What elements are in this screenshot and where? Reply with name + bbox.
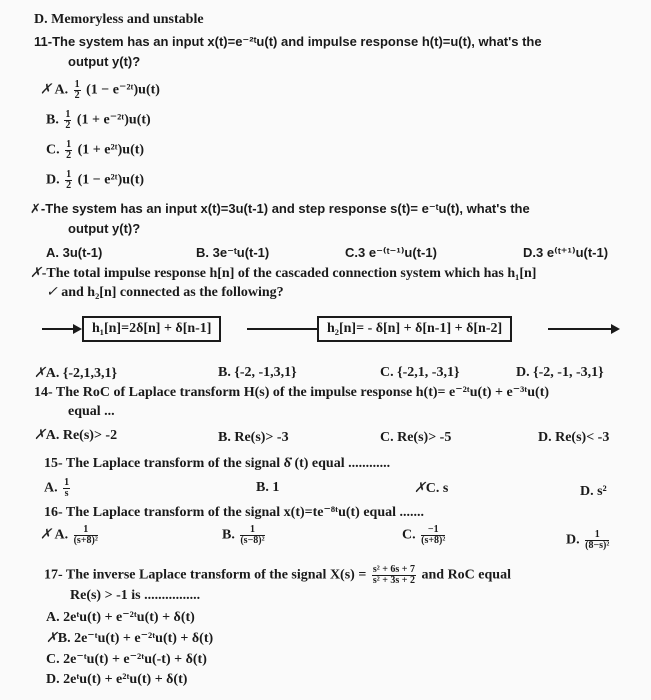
q11-stem: 11-The system has an input x(t)=e⁻²ᵗu(t) and impulse response h(t)=u(t), what's the bbox=[34, 34, 542, 49]
q14-option-a[interactable]: ✗A. Re(s)> -2 bbox=[34, 428, 118, 443]
q15-option-d[interactable]: D. s² bbox=[580, 484, 607, 499]
q11-option-c[interactable] bbox=[46, 140, 144, 161]
q12-stem-text: -The system has an input x(t)=3u(t-1) and step response s(t)= e⁻ᵗu(t), what's the bbox=[40, 201, 530, 216]
fraction: $\frac{1}{\text{(s−8)²}}$ bbox=[240, 524, 265, 546]
q12-option-c[interactable]: C.3 e⁻⁽ᵗ⁻¹⁾u(t-1) bbox=[345, 245, 437, 260]
q14-stem: 14- The RoC of Laplace transform H(s) of the impulse response h(t)= e⁻²ᵗu(t) + e⁻³ᵗu(t) bbox=[34, 385, 550, 400]
q16-stem: 16- The Laplace transform of the signal x(t)=te⁻⁸ᵗu(t) equal ....... bbox=[44, 505, 425, 520]
q17-stem: 17- The inverse Laplace transform of the signal X(s) = $\frac{\text{s² + 6s + 7}}{\text{s² + 3s + 2}}$ and RoC equal bbox=[44, 564, 511, 586]
option-label: C. bbox=[46, 142, 60, 158]
q15-stem: 15- The Laplace transform of the signal δ̇ (t) equal ............ bbox=[44, 456, 391, 471]
q15-option-c[interactable]: ✗C. s bbox=[414, 481, 449, 496]
fraction: $\frac{1}{2}$ bbox=[66, 139, 72, 161]
q16-option-c[interactable]: C. $\frac{-1}{\text{(s+8)²}}$ bbox=[402, 524, 446, 546]
check-mark-icon: ✗ bbox=[30, 266, 42, 281]
q16-option-d[interactable]: D. $\frac{1}{\text{(8−s)²}}$ bbox=[566, 529, 610, 551]
q17-option-a[interactable]: A. 2eᵗu(t) + e⁻²ᵗu(t) + δ(t) bbox=[46, 610, 195, 625]
check-mark-icon: ✗ bbox=[34, 428, 46, 443]
fraction: $\frac{1}{\text{(8−s)²}}$ bbox=[585, 529, 610, 551]
q11-option-b[interactable] bbox=[46, 110, 151, 131]
fraction: $\frac{1}{2}$ bbox=[74, 79, 80, 101]
q14-stem-2: equal ... bbox=[68, 404, 115, 419]
q10-option-d: D. Memoryless and unstable bbox=[34, 12, 204, 27]
check-mark-icon: ✓ bbox=[46, 285, 58, 300]
xs-fraction: $\frac{\text{s² + 6s + 7}}{\text{s² + 3s + 2}}$ bbox=[372, 564, 415, 586]
q15-option-b[interactable]: B. 1 bbox=[256, 480, 280, 495]
check-mark-icon: ✗ bbox=[30, 201, 41, 216]
q15-option-a[interactable]: A. $\frac{1}{s}$ bbox=[44, 477, 70, 499]
input-arrow bbox=[42, 328, 80, 330]
check-mark-icon: ✗ bbox=[414, 481, 426, 496]
option-body: (1 − e⁻²ᵗ)u(t) bbox=[86, 82, 160, 98]
q12-option-b[interactable]: B. 3e⁻ᵗu(t-1) bbox=[196, 245, 270, 260]
q13-stem-2-text: and h₂[n] connected as the following? bbox=[61, 285, 284, 300]
connector-line bbox=[247, 328, 317, 330]
q13-stem-2 bbox=[46, 284, 284, 301]
option-body: (1 + e²ᵗ)u(t) bbox=[77, 142, 145, 158]
q16-option-a[interactable]: ✗ A. $\frac{1}{\text{(s+8)²}}$ bbox=[40, 524, 98, 546]
fraction: $\frac{-1}{\text{(s+8)²}}$ bbox=[421, 524, 446, 546]
q17-stem-2: Re(s) > -1 is ................ bbox=[70, 588, 201, 603]
option-label: D. bbox=[46, 172, 60, 188]
q12-stem bbox=[30, 201, 530, 217]
q13-option-a[interactable]: ✗A. {-2,1,3,1} bbox=[34, 366, 118, 381]
q14-option-c[interactable]: C. Re(s)> -5 bbox=[380, 430, 452, 445]
q16-option-b[interactable]: B. $\frac{1}{\text{(s−8)²}}$ bbox=[222, 524, 265, 546]
q12-stem-2: output y(t)? bbox=[68, 221, 141, 236]
q17-option-d[interactable]: D. 2eᵗu(t) + e²ᵗu(t) + δ(t) bbox=[46, 672, 188, 687]
option-body: (1 − e²ᵗ)u(t) bbox=[77, 172, 145, 188]
option-label: A. bbox=[54, 82, 69, 98]
q11-option-d[interactable] bbox=[46, 170, 144, 191]
q12-option-a[interactable]: A. 3u(t-1) bbox=[46, 245, 103, 260]
fraction: $\frac{1}{\text{(s+8)²}}$ bbox=[73, 524, 98, 546]
q13-stem bbox=[30, 265, 536, 282]
q14-option-d[interactable]: D. Re(s)< -3 bbox=[538, 430, 610, 445]
fraction: $\frac{1}{2}$ bbox=[66, 169, 72, 191]
check-mark-icon: ✗ bbox=[46, 631, 58, 646]
q17-option-c[interactable]: C. 2e⁻ᵗu(t) + e⁻²ᵗu(-t) + δ(t) bbox=[46, 652, 207, 667]
output-arrow bbox=[548, 328, 618, 330]
q17-option-b[interactable]: ✗B. 2e⁻ᵗu(t) + e⁻²ᵗu(t) + δ(t) bbox=[46, 631, 214, 646]
q13-option-c[interactable]: C. {-2,1, -3,1} bbox=[380, 365, 460, 380]
fraction: $\frac{1}{2}$ bbox=[65, 109, 71, 131]
option-body: (1 + e⁻²ᵗ)u(t) bbox=[76, 112, 151, 128]
block-h2: h₂[n]= - δ[n] + δ[n-1] + δ[n-2] bbox=[317, 316, 512, 342]
check-mark-icon: ✗ bbox=[40, 527, 52, 543]
q14-option-b[interactable]: B. Re(s)> -3 bbox=[218, 430, 289, 445]
q11-stem-2: output y(t)? bbox=[68, 54, 141, 69]
q13-option-b[interactable]: B. {-2, -1,3,1} bbox=[218, 365, 297, 380]
check-mark-icon: ✗ bbox=[40, 82, 52, 98]
block-h1: h₁[n]=2δ[n] + δ[n-1] bbox=[82, 316, 221, 342]
fraction: $\frac{1}{s}$ bbox=[64, 477, 70, 499]
option-label: B. bbox=[46, 112, 59, 128]
q13-option-d[interactable]: D. {-2, -1, -3,1} bbox=[516, 365, 604, 380]
q12-option-d[interactable]: D.3 e⁽ᵗ⁺¹⁾u(t-1) bbox=[523, 245, 609, 260]
check-mark-icon: ✗ bbox=[34, 366, 46, 381]
q13-stem-text: -The total impulse response h[n] of the cascaded connection system which has h₁[n] bbox=[41, 266, 537, 281]
q11-option-a[interactable] bbox=[40, 80, 160, 101]
